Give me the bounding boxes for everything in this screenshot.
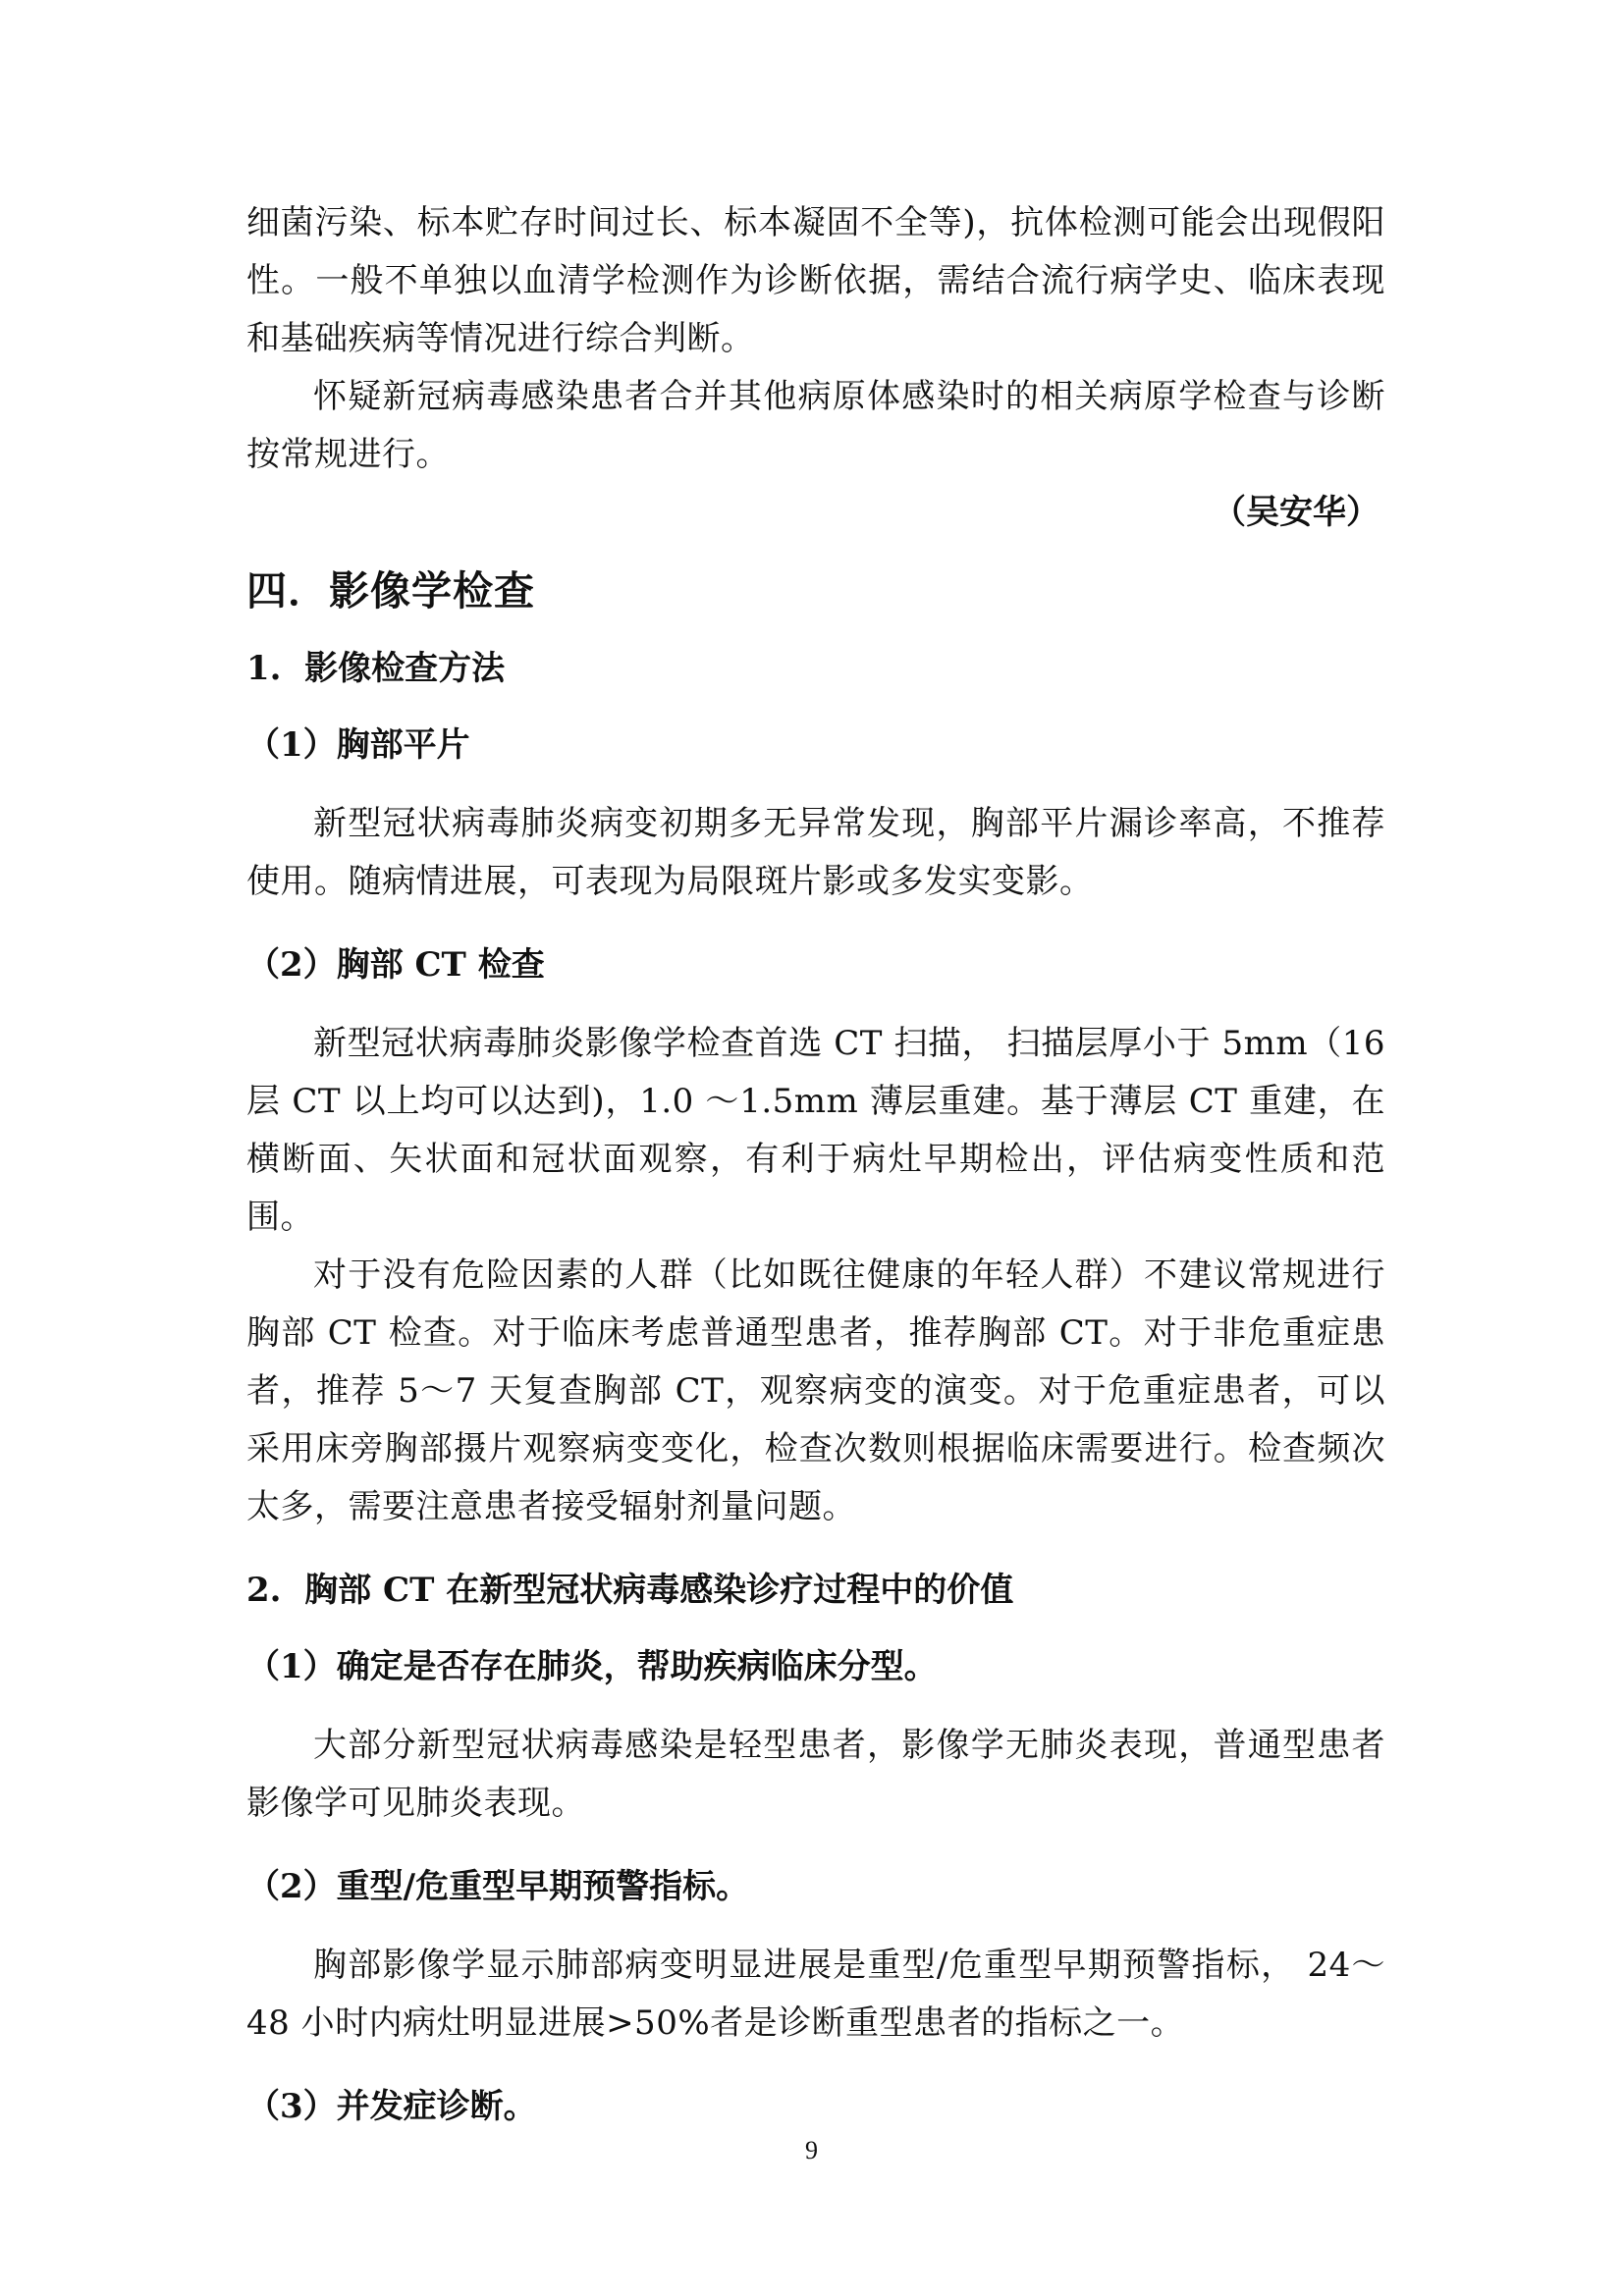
paragraph-ct-indications: 对于没有危险因素的人群（比如既往健康的年轻人群）不建议常规进行胸部 CT 检查。对于临床考虑普通型患者，推荐胸部 CT。对于非危重症患者，推荐 5～7 天复查胸部 CT，观察病变的演变。对于危重症患者，可以采用床旁胸部摄片观察病变变化，检查次数则根据临床需要进行。检查频次太多，需要注意患者接受辐射剂量问题。: [246, 1255, 1385, 1526]
heading-pneumonia-classification: （1）确定是否存在肺炎，帮助疾病临床分型。: [246, 1647, 938, 1686]
document-body: [246, 194, 1385, 2157]
page-number: 9: [805, 2136, 818, 2164]
paragraph-early-warning: 胸部影像学显示肺部病变明显进展是重型/危重型早期预警指标， 24～48 小时内病灶明显进展>50%者是诊断重型患者的指标之一。: [246, 1946, 1385, 2043]
section-heading-imaging: 四．影像学检查: [246, 567, 535, 614]
heading-chest-xray: （1）胸部平片: [246, 725, 470, 765]
author-signature: （吴安华）: [1213, 493, 1380, 532]
subsection-heading-ct-value: 2. 胸部 CT 在新型冠状病毒感染诊疗过程中的价值: [246, 1571, 1014, 1610]
heading-early-warning: （2）重型/危重型早期预警指标。: [246, 1867, 750, 1906]
heading-complication-diagnosis: （3）并发症诊断。: [246, 2087, 537, 2126]
paragraph-pneumonia-classification: 大部分新型冠状病毒感染是轻型患者，影像学无肺炎表现，普通型患者影像学可见肺炎表现。: [246, 1726, 1385, 1823]
paragraph-ct-scan-protocol: 新型冠状病毒肺炎影像学检查首选 CT 扫描， 扫描层厚小于 5mm（16 层 CT 以上均可以达到)，1.0 ～1.5mm 薄层重建。基于薄层 CT 重建，在横断面、矢状面和冠状面观察，有利于病灶早期检出，评估病变性质和范围。: [246, 1024, 1385, 1237]
paragraph-chest-xray: 新型冠状病毒肺炎病变初期多无异常发现，胸部平片漏诊率高，不推荐使用。随病情进展，可表现为局限斑片影或多发实变影。: [246, 804, 1385, 901]
heading-chest-ct: （2）胸部 CT 检查: [246, 945, 545, 985]
paragraph-coinfection-note: 怀疑新冠病毒感染患者合并其他病原体感染时的相关病原学检查与诊断按常规进行。: [246, 377, 1385, 474]
subsection-heading-imaging-methods: 1. 影像检查方法: [246, 649, 506, 688]
paragraph-serology-note: 细菌污染、标本贮存时间过长、标本凝固不全等)，抗体检测可能会出现假阳性。一般不单独以血清学检测作为诊断依据，需结合流行病学史、临床表现和基础疾病等情况进行综合判断。: [246, 203, 1385, 358]
